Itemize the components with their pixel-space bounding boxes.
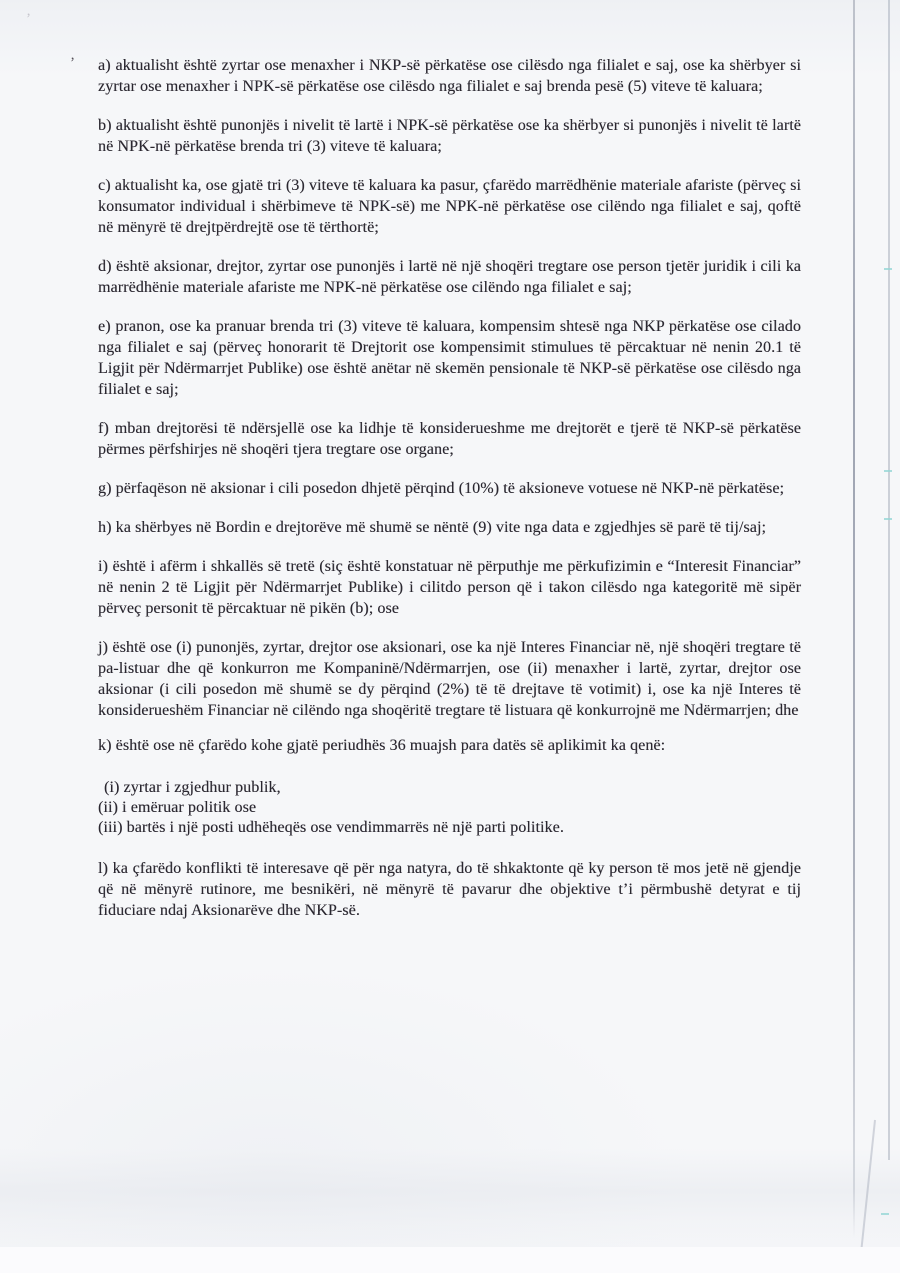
clause-l: l) ka çfarëdo konflikti të interesave që për nga natyra, do të shkaktonte që ky person të mos jetë në gjendje që në mënyrë rutinore, me besnikëri, në mënyrë të pavarur dhe objektive t’i përmbushë detyrat e tij fiduciare ndaj Aksionarëve dhe NKP-së. [98, 860, 801, 919]
document-text-block [98, 55, 801, 921]
clause-i: i) është i afërm i shkallës së tretë (siç është konstatuar në përputhje me përkufizimin e “Interesit Financiar” në nenin 2 të Ligjit për Ndërmarrjet Publike) i cilitdo person që i takon cilësdo nga kategoritë më sipër përveç personit të përcaktuar në pikën (b); ose [98, 558, 801, 617]
clause-k-sublist [98, 778, 801, 838]
page-bottom-edge [0, 1247, 900, 1273]
clause-a: a) aktualisht është zyrtar ose menaxher i NKP-së përkatëse ose cilësdo nga filialet e saj, ose ka shërbyer si zyrtar ose menaxher i NPK-së përkatëse ose cilësdo nga filialet e saj brenda pesë (5) viteve të kaluara; [98, 57, 801, 95]
clause-e: e) pranon, ose ka pranuar brenda tri (3) viteve të kaluara, kompensim shtesë nga NKP përkatëse ose cilado nga filialet e saj (përveç honorarit të Drejtorit ose kompensimit stimulues të përcaktuar në nenin 20.1 të Ligjit për Ndërmarrjet Publike) ose është anëtar në skemën pensionale të NKP-së përkatëse ose cilësdo nga filialet e saj; [98, 318, 801, 398]
scan-cyan-tick [884, 268, 892, 270]
scan-speck-mark: ’ [26, 11, 31, 27]
clause-j: j) është ose (i) punonjës, zyrtar, drejtor ose aksionari, ose ka një Interes Financiar në, një shoqëri tregtare të pa-listuar dhe që konkurron me Kompaninë/Ndërmarrjen, ose (ii) menaxher i lartë, zyrtar, drejtor ose aksionar (i cili posedon më shumë se dy përqind (2%) të të drejtave të votimit) i, ose ka një Interes të konsiderueshëm Financiar në cilëndo nga shoqëritë tregtare të listuara që konkurrojnë me Ndërmarrjen; dhe [98, 639, 801, 719]
clause-k-subitem-iii: (iii) bartës i një posti udhëheqës ose vendimmarrës në një parti politike. [98, 819, 564, 836]
scan-cyan-tick [884, 470, 892, 472]
clause-d: d) është aksionar, drejtor, zyrtar ose punonjës i lartë në një shoqëri tregtare ose person tjetër juridik i cili ka marrëdhënie materiale afariste me NPK-në përkatëse ose cilëndo nga filialet e saj; [98, 258, 801, 296]
clause-k-subitem-ii: (ii) i emëruar politik ose [98, 799, 257, 816]
clause-c: c) aktualisht ka, ose gjatë tri (3) viteve të kaluara ka pasur, çfarëdo marrëdhënie materiale afariste (përveç si konsumator individual i shërbimeve të NPK-së) me NPK-në përkatëse ose cilëndo nga filialet e saj, qoftë në mënyrë të drejtpërdrejtë ose të tërthortë; [98, 177, 801, 236]
scan-fold-line [853, 0, 855, 1238]
page-edge-line [888, 0, 890, 1160]
clause-h: h) ka shërbyes në Bordin e drejtorëve më shumë se nëntë (9) vite nga data e zgjedhjes së parë të tij/saj; [98, 519, 767, 536]
clause-k: k) është ose në çfarëdo kohe gjatë periudhës 36 muajsh para datës së aplikimit ka qenë: [98, 737, 666, 754]
clause-g: g) përfaqëson në aksionar i cili posedon dhjetë përqind (10%) të aksioneve votuese në NKP-në përkatëse; [98, 480, 785, 497]
clause-k-subitem-i: (i) zyrtar i zgjedhur publik, [104, 779, 281, 796]
scan-cyan-tick [881, 1213, 889, 1215]
clause-f: f) mban drejtorësi të ndërsjellë ose ka lidhje të konsiderueshme me drejtorët e tjerë të NKP-së përkatëse përmes përfshirjes në shoqëri tjera tregtare ose organe; [98, 420, 801, 458]
scan-apostrophe-mark: ’ [70, 55, 75, 71]
scan-shadow-band [0, 1148, 900, 1244]
scan-cyan-tick [884, 518, 892, 520]
clause-b: b) aktualisht është punonjës i nivelit të lartë i NPK-së përkatëse ose ka shërbyer si punonjës i nivelit të lartë në NPK-në përkatëse brenda tri (3) viteve të kaluara; [98, 117, 801, 155]
